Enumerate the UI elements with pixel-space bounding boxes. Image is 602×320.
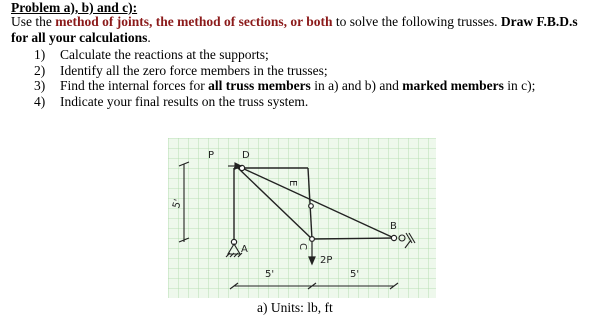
label-p: P	[208, 150, 215, 161]
grid-background	[168, 138, 436, 298]
figure-caption: a) Units: lb, ft	[257, 300, 333, 315]
joint-e	[309, 204, 314, 209]
task-text: Indicate your final results on the truss system.	[60, 93, 309, 109]
task-list	[34, 47, 535, 109]
joint-b	[391, 235, 396, 240]
task-text: Calculate the reactions at the supports;	[60, 47, 269, 62]
label-b: B	[390, 221, 397, 232]
task-item	[34, 94, 535, 110]
label-load-2p: 2P	[320, 255, 333, 266]
methods-highlight: method of joints, the method of sections, or both	[55, 14, 333, 29]
task-bold: marked members	[402, 78, 504, 93]
label-height-dim: 5'	[171, 198, 185, 210]
task-number: 4)	[34, 93, 46, 109]
member-cb	[312, 238, 394, 239]
problem-title: Problem a), b) and c):	[11, 0, 138, 15]
intro-text-2: to solve the following trusses.	[332, 14, 501, 29]
task-text: in a) and b) and	[310, 78, 403, 93]
intro-end: .	[147, 30, 151, 45]
joint-c	[310, 237, 315, 242]
task-item	[34, 78, 535, 94]
truss-diagram	[168, 138, 436, 298]
label-a: A	[241, 244, 248, 255]
task-text: Identify all the zero force members in the trusses;	[60, 62, 328, 78]
task-number: 3)	[34, 78, 46, 93]
problem-instructions	[11, 14, 596, 46]
task-text: Find the internal forces for	[60, 78, 209, 93]
task-item	[34, 47, 535, 63]
task-text: in c);	[503, 78, 536, 93]
label-span-left: 5'	[265, 269, 275, 280]
label-d: D	[242, 150, 250, 161]
task-item	[34, 63, 535, 79]
intro-text-1: Use the	[11, 14, 56, 29]
task-bold: all truss members	[208, 78, 311, 93]
fbd-instruction: Draw F.B.D.s for all your calculations	[11, 14, 578, 45]
label-span-right: 5'	[350, 269, 360, 280]
label-c: C	[297, 243, 308, 250]
label-e: E	[287, 180, 298, 187]
task-number: 2)	[34, 62, 46, 78]
task-number: 1)	[34, 47, 46, 62]
